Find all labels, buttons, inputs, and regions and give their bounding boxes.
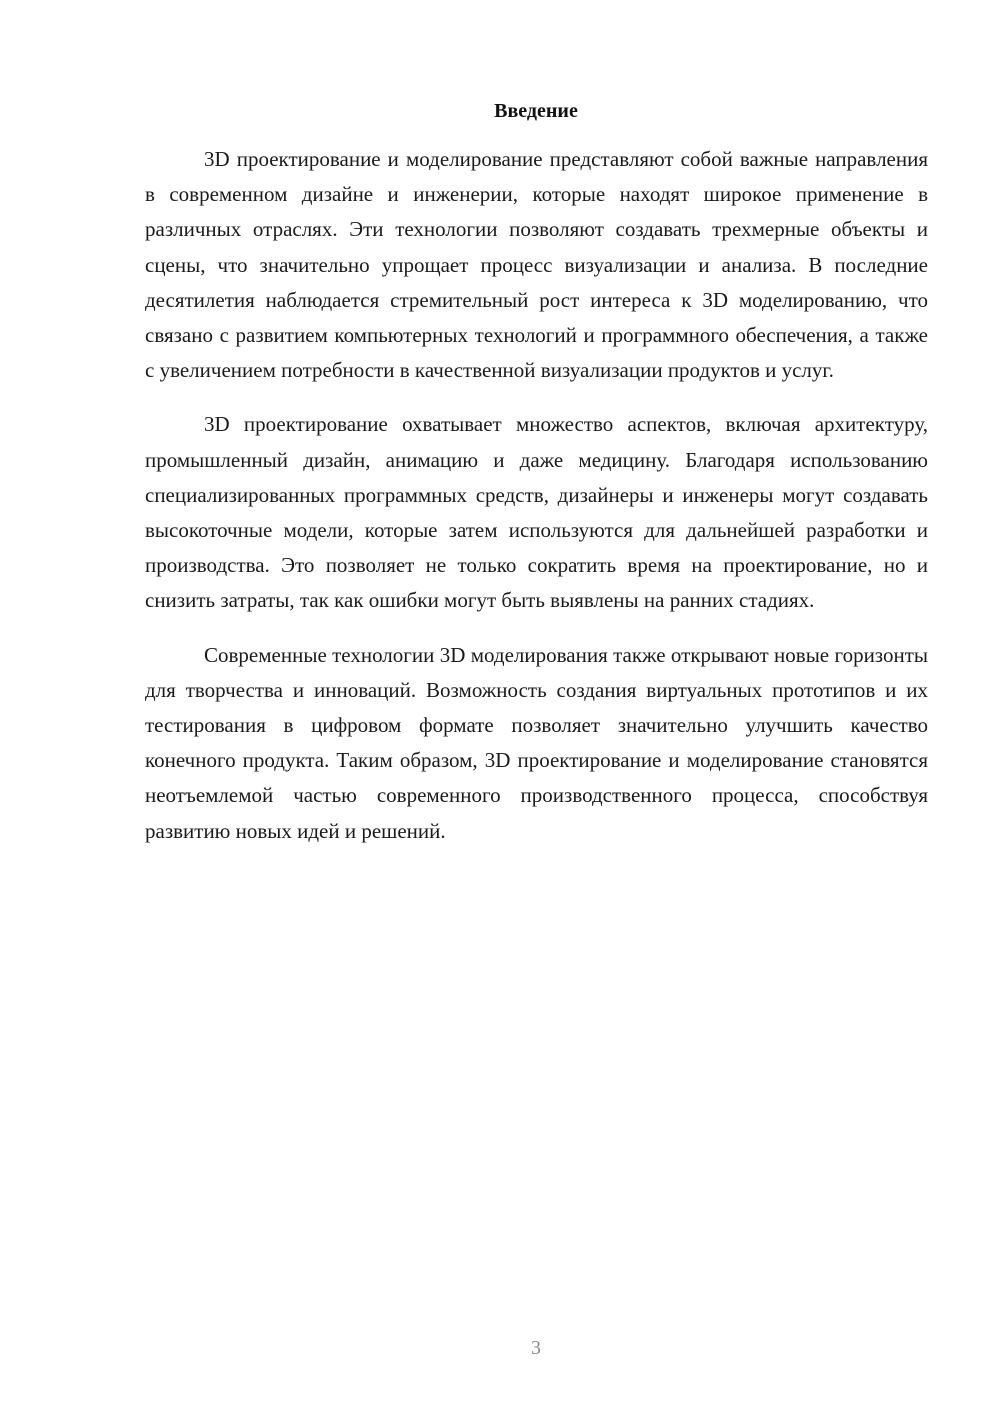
paragraph-3: Современные технологии 3D моделирования также открывают новые горизонты для творчества и инноваций. Возможность создания виртуальных прототипов и их тестирования в цифровом формате позволяет значительно улучшить качество конечного продукта. Таким образом, 3D проектирование и моделирование становятся неотъемлемой частью современного производственного процесса, способствуя развитию новых идей и решений. bbox=[145, 642, 928, 843]
body-text bbox=[145, 142, 928, 868]
page-number: 3 bbox=[531, 1337, 541, 1359]
paragraph-2: 3D проектирование охватывает множество аспектов, включая архитектуру, промышленный дизайн, анимацию и даже медицину. Благодаря использованию специализированных программных средств, дизайнеры и инженеры могут создавать высокоточные модели, которые затем используются для дальнейшей разработки и производства. Это позволяет не только сократить время на проектирование, но и снизить затраты, так как ошибки могут быть выявлены на ранних стадиях. bbox=[145, 412, 928, 613]
paragraph-1: 3D проектирование и моделирование представляют собой важные направления в современном дизайне и инженерии, которые находят широкое применение в различных отраслях. Эти технологии позволяют создавать трехмерные объекты и сцены, что значительно упрощает процесс визуализации и анализа. В последние десятилетия наблюдается стремительный рост интереса к 3D моделированию, что связано с развитием компьютерных технологий и программного обеспечения, а также с увеличением потребности в качественной визуализации продуктов и услуг. bbox=[145, 147, 928, 383]
section-title: Введение bbox=[494, 100, 578, 122]
